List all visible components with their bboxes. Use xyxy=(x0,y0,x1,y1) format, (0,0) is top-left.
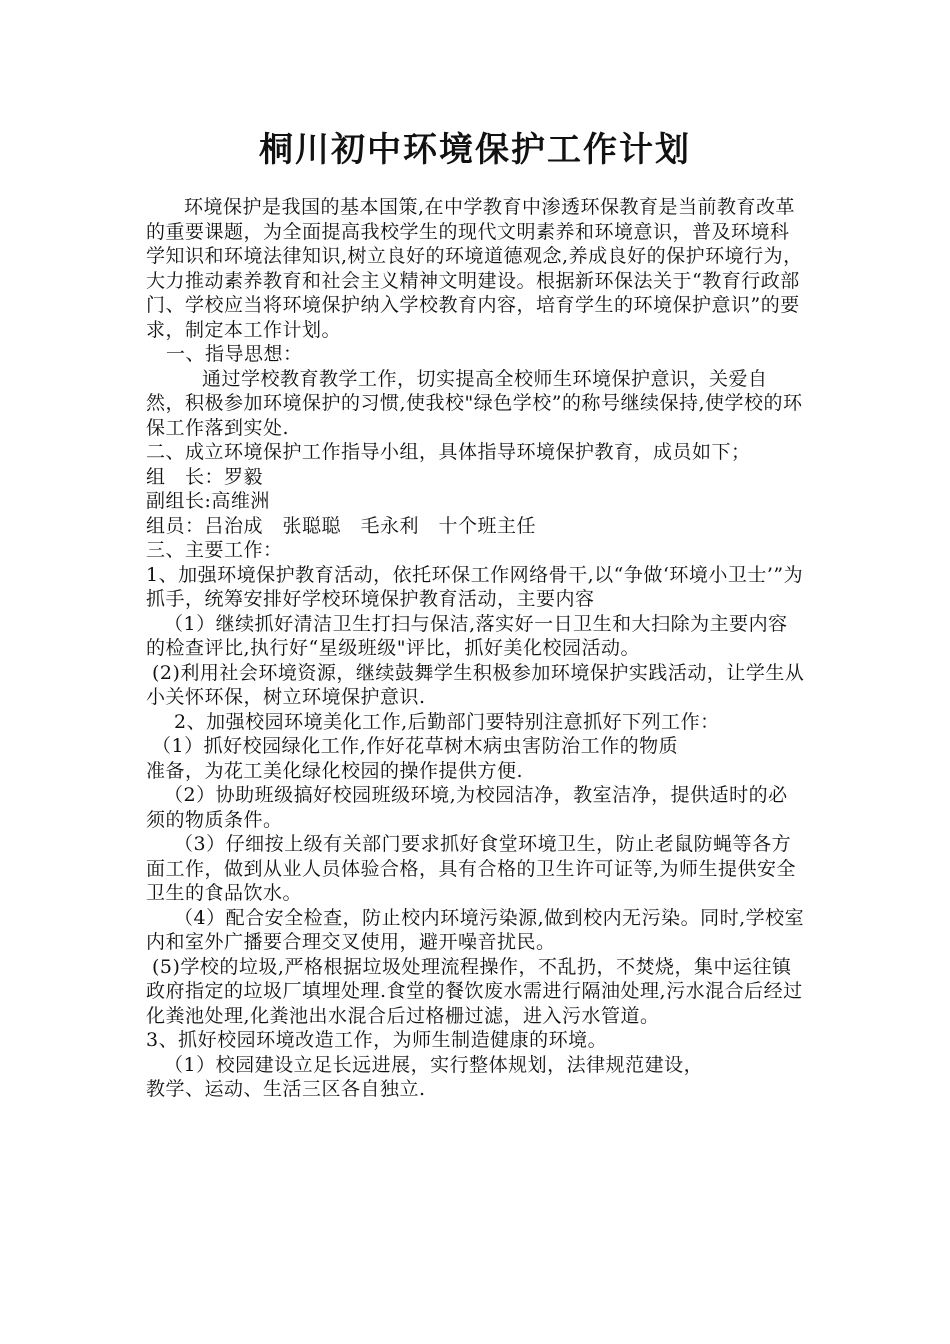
work-item-2: 2、加强校园环境美化工作,后勤部门要特别注意抓好下列工作： xyxy=(174,710,720,733)
work-item-2-sub-3: （3）仔细按上级有关部门要求抓好食堂环境卫生，防止老鼠防蝇等各方面工作，做到从业人员体验合格，具有合格的卫生许可证等,为师生提供安全卫生的食品饮水。 xyxy=(146,833,797,904)
section-heading-guiding-thought: 一、指导思想： xyxy=(166,343,303,365)
group-leader-line: 组 长：罗毅 xyxy=(146,465,264,488)
document-body xyxy=(146,195,806,1102)
work-item-2-sub-4: （4）配合安全检查，防止校内环境污染源,做到校内无污染。同时,学校室内和室外广播要合理交叉使用，避开噪音扰民。 xyxy=(146,906,805,953)
members-line: 组员：吕治成 张聪聪 毛永利 十个班主任 xyxy=(146,514,537,537)
work-item-2-sub-5: (5)学校的垃圾,严格根据垃圾处理流程操作，不乱扔，不焚烧，集中运往镇政府指定的垃圾厂填埋处理.食堂的餐饮废水需进行隔油处理,污水混合后经过化粪池处理,化粪池出水混合后过格栅过滤，进入污水管道。 xyxy=(146,955,803,1027)
work-item-2-sub-1-cont: 准备，为花工美化绿化校园的操作提供方便. xyxy=(146,759,524,782)
work-item-2-sub-1: （1）抓好校园绿化工作,作好花草树木病虫害防治工作的物质 xyxy=(152,735,679,757)
deputy-leader-line: 副组长:高维洲 xyxy=(146,490,270,512)
section-heading-working-group: 二、成立环境保护工作指导小组，具体指导环境保护教育，成员如下； xyxy=(146,441,751,463)
guiding-thought-paragraph: 通过学校教育教学工作，切实提高全校师生环境保护意识，关爱自然，积极参加环境保护的习惯,使我校"绿色学校”的称号继续保持,使学校的环保工作落到实处. xyxy=(146,367,803,439)
work-item-3: 3、抓好校园环境改造工作，为师生制造健康的环境。 xyxy=(146,1029,608,1051)
work-item-1-sub-1: （1）继续抓好清洁卫生打扫与保洁,落实好一日卫生和大扫除为主要内容的检查评比,执行好“星级班级"评比，抓好美化校园活动。 xyxy=(146,612,788,659)
work-item-1-sub-2: (2)利用社会环境资源，继续鼓舞学生积极参加环境保护实践活动，让学生从小关怀环保，树立环境保护意识. xyxy=(146,661,805,708)
work-item-3-sub-1: （1）校园建设立足长远进展，实行整体规划，法律规范建设， xyxy=(164,1053,704,1076)
work-item-3-sub-1-cont: 教学、运动、生活三区各自独立. xyxy=(146,1078,426,1100)
work-item-1: 1、加强环境保护教育活动，依托环保工作网络骨干,以“争做‘环境小卫士’”为抓手，统筹安排好学校环境保护教育活动，主要内容 xyxy=(146,563,804,610)
work-item-2-sub-2: （2）协助班级搞好校园班级环境,为校园洁净，教室洁净，提供适时的必须的物质条件。 xyxy=(146,784,788,831)
document-title: 桐川初中环境保护工作计划 xyxy=(259,130,691,170)
section-heading-main-work: 三、主要工作： xyxy=(146,539,283,561)
intro-paragraph: 环境保护是我国的基本国策,在中学教育中渗透环保教育是当前教育改革的重要课题，为全面提高我校学生的现代文明素养和环境意识，普及环境科学知识和环境法律知识,树立良好的环境道德观念,养成良好的保护环境行为，大力推动素养教育和社会主义精神文明建设。根据新环保法关于“教育行政部门、学校应当将环境保护纳入学校教育内容，培育学生的环境保护意识”的要求，制定本工作计划。 xyxy=(146,196,803,341)
